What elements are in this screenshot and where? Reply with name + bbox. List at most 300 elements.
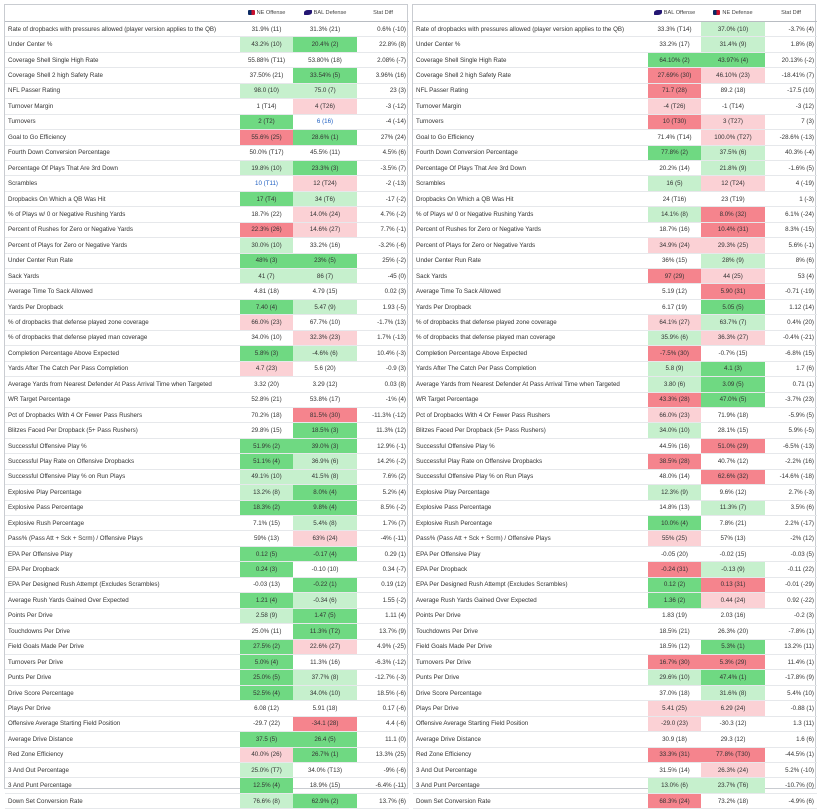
offense-value: 51.1% (4) (240, 454, 293, 469)
stat-diff-value: -3.7% (23) (765, 392, 817, 407)
offense-value: 3.32 (20) (240, 377, 293, 392)
table-row (413, 485, 817, 500)
table-row (5, 639, 409, 654)
table-row (413, 593, 817, 608)
defense-value: -4.6% (6) (293, 346, 357, 361)
table-row (5, 269, 409, 284)
offense-value: -29.7 (22) (240, 716, 293, 731)
stat-diff-value: -0.9 (3) (357, 361, 409, 376)
metric-name: Fourth Down Conversion Percentage (413, 145, 648, 160)
metric-name: Successful Offensive Play % on Run Plays (413, 469, 648, 484)
table-row (413, 701, 817, 716)
table-row (413, 130, 817, 145)
defense-value: 5.3% (29) (701, 654, 765, 669)
defense-value: 62.9% (2) (293, 793, 357, 808)
table-row (5, 593, 409, 608)
stat-diff-value: -17 (-2) (357, 191, 409, 206)
stat-diff-value: 8% (6) (765, 253, 817, 268)
table-row (5, 763, 409, 778)
stat-diff-value: -18.41% (7) (765, 68, 817, 83)
offense-value: -0.05 (20) (648, 546, 701, 561)
table-row (5, 361, 409, 376)
header-row (413, 5, 817, 22)
stat-diff-value: -0.71 (-19) (765, 284, 817, 299)
metric-name: Offensive Average Starting Field Position (5, 716, 240, 731)
stat-diff-value: 5.6% (-1) (765, 238, 817, 253)
offense-value: 30.0% (10) (240, 238, 293, 253)
offense-value: 55.6% (25) (240, 130, 293, 145)
metric-name: Average Drive Distance (413, 732, 648, 747)
metric-name: Drive Score Percentage (5, 685, 240, 700)
offense-value: 6.17 (19) (648, 299, 701, 314)
table-row (413, 469, 817, 484)
metric-name: WR Target Percentage (413, 392, 648, 407)
stat-diff-value: 1 (-3) (765, 191, 817, 206)
table-row (413, 546, 817, 561)
metric-name: 3 And Punt Percentage (5, 778, 240, 793)
offense-value: 14.1% (8) (648, 207, 701, 222)
metric-header (413, 5, 648, 22)
offense-value: 30.9 (18) (648, 732, 701, 747)
metric-name: Sack Yards (413, 269, 648, 284)
table-row (5, 299, 409, 314)
defense-value: 3 (T27) (701, 114, 765, 129)
metric-name: Yards After The Catch Per Pass Completion (5, 361, 240, 376)
metric-name: EPA Per Dropback (5, 562, 240, 577)
defense-value: 26.3% (20) (701, 624, 765, 639)
stat-diff-value: 0.34 (-7) (357, 562, 409, 577)
table-row (5, 793, 409, 808)
table-row (413, 562, 817, 577)
stat-diff-value: 27% (24) (357, 130, 409, 145)
offense-value: 34.9% (24) (648, 238, 701, 253)
table-body (5, 5, 409, 809)
defense-value: 37.5% (6) (701, 145, 765, 160)
defense-value: 23% (5) (293, 253, 357, 268)
metric-name: Percentage Of Plays That Are 3rd Down (5, 160, 240, 175)
offense-value: 1.36 (2) (648, 593, 701, 608)
stat-diff-value: 2.08% (-7) (357, 52, 409, 67)
defense-value: 36.3% (27) (701, 330, 765, 345)
defense-value: 100.0% (T27) (701, 130, 765, 145)
table-row (413, 207, 817, 222)
metric-name: Explosive Rush Percentage (413, 516, 648, 531)
bal-offense-vs-ne-defense-panel (412, 4, 816, 805)
metric-name: Goal to Go Efficiency (5, 130, 240, 145)
column-header[interactable] (648, 5, 701, 22)
table-row (5, 22, 409, 37)
stat-diff-value: 5.2% (-10) (765, 763, 817, 778)
stat-diff-value: 4.7% (-2) (357, 207, 409, 222)
table-row (413, 299, 817, 314)
stat-diff-value: 0.29 (1) (357, 546, 409, 561)
defense-value: 4 (T26) (293, 99, 357, 114)
metric-name: % of dropbacks that defense played man coverage (5, 330, 240, 345)
offense-value: 12.5% (4) (240, 778, 293, 793)
defense-value: 36.9% (6) (293, 454, 357, 469)
offense-value: 17 (T4) (240, 191, 293, 206)
offense-value: 66.0% (23) (240, 315, 293, 330)
metric-name: NFL Passer Rating (5, 83, 240, 98)
table-row (5, 207, 409, 222)
stat-diff-value: 1.12 (14) (765, 299, 817, 314)
stat-diff-value: -6.5% (-13) (765, 438, 817, 453)
metric-name: Under Center Run Rate (413, 253, 648, 268)
defense-value: 3.29 (12) (293, 377, 357, 392)
metric-name: Yards Per Dropback (413, 299, 648, 314)
stat-diff-value: 8.3% (-15) (765, 222, 817, 237)
defense-value: 33.54% (5) (293, 68, 357, 83)
defense-value: 11.3% (T2) (293, 624, 357, 639)
table-row (413, 438, 817, 453)
metric-name: Coverage Shell 2 high Safety Rate (5, 68, 240, 83)
table-row (5, 516, 409, 531)
stat-diff-value: -0.03 (5) (765, 546, 817, 561)
stat-diff-value: -17.8% (9) (765, 670, 817, 685)
offense-value: -0.03 (13) (240, 577, 293, 592)
column-header[interactable] (357, 5, 409, 22)
defense-value: 29.3 (12) (701, 732, 765, 747)
defense-value: 0.44 (24) (701, 593, 765, 608)
defense-value: 5.3% (1) (701, 639, 765, 654)
offense-value: 1.21 (4) (240, 593, 293, 608)
table-row (5, 747, 409, 762)
table-row (413, 732, 817, 747)
defense-value: 3.09 (5) (701, 377, 765, 392)
defense-value: 77.8% (T30) (701, 747, 765, 762)
table-row (413, 747, 817, 762)
offense-value: 7.40 (4) (240, 299, 293, 314)
table-row (413, 191, 817, 206)
metric-name: Turnovers Per Drive (5, 654, 240, 669)
table-row (5, 130, 409, 145)
stat-diff-value: 0.19 (12) (357, 577, 409, 592)
offense-value: 33.3% (31) (648, 747, 701, 762)
offense-value: 25.0% (5) (240, 670, 293, 685)
metric-name: Down Set Conversion Rate (5, 793, 240, 808)
table-row (413, 639, 817, 654)
offense-value: 33.3% (T14) (648, 22, 701, 37)
stat-diff-value: -0.2 (3) (765, 608, 817, 623)
offense-value: 18.3% (2) (240, 500, 293, 515)
stat-diff-value: 1.8% (8) (765, 37, 817, 52)
offense-value: 66.0% (23) (648, 407, 701, 422)
stat-diff-value: 5.9% (-5) (765, 423, 817, 438)
metric-name: Points Per Drive (5, 608, 240, 623)
offense-value: 44.5% (16) (648, 438, 701, 453)
offense-value: 0.24 (3) (240, 562, 293, 577)
offense-value: 5.19 (12) (648, 284, 701, 299)
stat-diff-value: 1.7% (7) (357, 516, 409, 531)
defense-value: -30.3 (12) (701, 716, 765, 731)
defense-value: 37.7% (8) (293, 670, 357, 685)
defense-value: 5.4% (8) (293, 516, 357, 531)
offense-value: 49.1% (10) (240, 469, 293, 484)
table-row (5, 454, 409, 469)
stat-diff-value: -4% (-11) (357, 531, 409, 546)
stat-diff-value: -0.11 (22) (765, 562, 817, 577)
table-row (5, 716, 409, 731)
defense-value: 51.0% (29) (701, 438, 765, 453)
table-row (5, 577, 409, 592)
offense-value: 2 (T2) (240, 114, 293, 129)
offense-value: 10 (T11) (240, 176, 293, 191)
offense-value: 13.2% (8) (240, 485, 293, 500)
table-row (5, 562, 409, 577)
defense-value: 9.8% (4) (293, 500, 357, 515)
stat-diff-value: 40.3% (-4) (765, 145, 817, 160)
table-row (413, 763, 817, 778)
metric-name: Successful Play Rate on Offensive Dropbacks (413, 454, 648, 469)
metric-name: EPA Per Offensive Play (5, 546, 240, 561)
stat-diff-value: -6.3% (-12) (357, 654, 409, 669)
offense-value: 71.7 (28) (648, 83, 701, 98)
stat-diff-value: -14.6% (-18) (765, 469, 817, 484)
metric-name: Plays Per Drive (5, 701, 240, 716)
defense-value: 18.9% (15) (293, 778, 357, 793)
table-row (5, 176, 409, 191)
stat-diff-value: 23 (3) (357, 83, 409, 98)
offense-value: 6.08 (12) (240, 701, 293, 716)
metric-name: Scrambles (413, 176, 648, 191)
defense-value: 33.2% (16) (293, 238, 357, 253)
offense-value: 24 (T16) (648, 191, 701, 206)
metric-name: 3 And Punt Percentage (413, 778, 648, 793)
metric-name: Average Drive Distance (5, 732, 240, 747)
column-header-label: BAL Offense (663, 10, 696, 16)
table-row (413, 68, 817, 83)
metric-name: Under Center % (413, 37, 648, 52)
table-row (413, 284, 817, 299)
offense-value: 14.8% (13) (648, 500, 701, 515)
defense-value: -0.10 (10) (293, 562, 357, 577)
column-header-label: BAL Defense (313, 10, 347, 16)
table-row (5, 37, 409, 52)
metric-name: Sack Yards (5, 269, 240, 284)
header-row (5, 5, 409, 22)
table-row (5, 778, 409, 793)
stat-diff-value: -10.7% (0) (765, 778, 817, 793)
table-row (413, 222, 817, 237)
defense-value: 4.1 (3) (701, 361, 765, 376)
metric-name: Under Center % (5, 37, 240, 52)
stat-diff-value: -3 (-12) (357, 99, 409, 114)
defense-value: 47.4% (1) (701, 670, 765, 685)
table-row (5, 546, 409, 561)
defense-value: 89.2 (18) (701, 83, 765, 98)
metric-name: Percent of Rushes for Zero or Negative Yards (5, 222, 240, 237)
stat-diff-value: -4 (-14) (357, 114, 409, 129)
metric-name: % of dropbacks that defense played zone coverage (413, 315, 648, 330)
metric-name: Pass% (Pass Att + Sck + Scrm) / Offensive Plays (5, 531, 240, 546)
column-header-label: Stat Diff (781, 10, 801, 16)
offense-value: 70.2% (18) (240, 407, 293, 422)
metric-name: 3 And Out Percentage (413, 763, 648, 778)
metric-name: Blitzes Faced Per Dropback (5+ Pass Rushers) (413, 423, 648, 438)
defense-value: 28% (9) (701, 253, 765, 268)
defense-value: 39.0% (3) (293, 438, 357, 453)
table-row (413, 52, 817, 67)
metric-name: Drive Score Percentage (413, 685, 648, 700)
metric-name: Pct of Dropbacks With 4 Or Fewer Pass Rushers (5, 407, 240, 422)
offense-value: 27.69% (30) (648, 68, 701, 83)
table-row (5, 83, 409, 98)
table-row (413, 423, 817, 438)
metric-name: Fourth Down Conversion Percentage (5, 145, 240, 160)
metric-header (5, 5, 240, 22)
stat-diff-value: -17.5 (10) (765, 83, 817, 98)
offense-value: 25.0% (11) (240, 624, 293, 639)
table-row (413, 160, 817, 175)
table-row (413, 346, 817, 361)
offense-value: 34.0% (10) (240, 330, 293, 345)
defense-value: -34.1 (28) (293, 716, 357, 731)
offense-value: -4 (T26) (648, 99, 701, 114)
offense-value: 16 (5) (648, 176, 701, 191)
table-row (413, 253, 817, 268)
stat-diff-value: -2.2% (16) (765, 454, 817, 469)
table-row (5, 531, 409, 546)
table-row (413, 624, 817, 639)
stat-diff-value: -6.4% (-11) (357, 778, 409, 793)
stat-diff-value: -3.7% (4) (765, 22, 817, 37)
stat-diff-value: 0.92 (-22) (765, 593, 817, 608)
stat-diff-value: 4.9% (-25) (357, 639, 409, 654)
metric-name: Average Yards from Nearest Defender At Pass Arrival Time when Targeted (413, 377, 648, 392)
metric-name: EPA Per Designed Rush Attempt (Excludes Scrambles) (413, 577, 648, 592)
ravens-logo (304, 10, 312, 15)
stat-diff-value: 0.4% (20) (765, 315, 817, 330)
table-row (5, 253, 409, 268)
offense-value: 18.7% (16) (648, 222, 701, 237)
metric-name: Under Center Run Rate (5, 253, 240, 268)
metric-name: Yards After The Catch Per Pass Completion (413, 361, 648, 376)
stat-diff-value: -1.6% (5) (765, 160, 817, 175)
defense-value: 67.7% (10) (293, 315, 357, 330)
metric-name: Field Goals Made Per Drive (413, 639, 648, 654)
metric-name: Coverage Shell 2 high Safety Rate (413, 68, 648, 83)
defense-value: 26.3% (24) (701, 763, 765, 778)
stat-diff-value: 13.7% (9) (357, 624, 409, 639)
metric-name: Turnover Margin (5, 99, 240, 114)
table-row (5, 191, 409, 206)
offense-value: 29.8% (15) (240, 423, 293, 438)
table-row (413, 145, 817, 160)
metric-name: % of Plays w/ 0 or Negative Rushing Yards (413, 207, 648, 222)
offense-value: -0.24 (31) (648, 562, 701, 577)
defense-value: 62.6% (32) (701, 469, 765, 484)
metric-name: Offensive Average Starting Field Position (413, 716, 648, 731)
stat-diff-value: 1.3 (11) (765, 716, 817, 731)
stat-diff-value: 8.5% (-2) (357, 500, 409, 515)
stat-diff-value: -0.01 (-29) (765, 577, 817, 592)
metric-name: Average Time To Sack Allowed (5, 284, 240, 299)
defense-value: 7.8% (21) (701, 516, 765, 531)
stat-diff-value: 3.96% (16) (357, 68, 409, 83)
table-row (5, 469, 409, 484)
table-row (413, 83, 817, 98)
table-row (5, 160, 409, 175)
stat-diff-value: -1.7% (13) (357, 315, 409, 330)
offense-value: 16.7% (30) (648, 654, 701, 669)
column-header[interactable] (765, 5, 817, 22)
offense-value: 29.6% (10) (648, 670, 701, 685)
offense-value: 76.6% (8) (240, 793, 293, 808)
metric-name: EPA Per Designed Rush Attempt (Excludes Scrambles) (5, 577, 240, 592)
table-row (413, 778, 817, 793)
ravens-logo (654, 10, 662, 15)
stat-diff-value: 18.5% (-6) (357, 685, 409, 700)
patriots-logo (713, 10, 720, 15)
table-row (5, 52, 409, 67)
stat-diff-value: 13.7% (6) (357, 793, 409, 808)
offense-value: 43.3% (28) (648, 392, 701, 407)
offense-value: 37.50% (21) (240, 68, 293, 83)
stat-diff-value: 25% (-2) (357, 253, 409, 268)
stat-diff-value: 4.5% (6) (357, 145, 409, 160)
offense-value: 5.8 (9) (648, 361, 701, 376)
defense-value: 43.97% (4) (701, 52, 765, 67)
table-row (5, 222, 409, 237)
defense-value: 46.10% (23) (701, 68, 765, 83)
offense-value: 10 (T30) (648, 114, 701, 129)
defense-value: 9.6% (12) (701, 485, 765, 500)
defense-value: 26.4 (5) (293, 732, 357, 747)
metric-name: Explosive Play Percentage (5, 485, 240, 500)
column-header[interactable] (240, 5, 293, 22)
defense-value: -0.13 (9) (701, 562, 765, 577)
column-header[interactable] (701, 5, 765, 22)
metric-name: EPA Per Offensive Play (413, 546, 648, 561)
metric-name: Coverage Shell Single High Rate (413, 52, 648, 67)
offense-value: 59% (13) (240, 531, 293, 546)
column-header[interactable] (293, 5, 357, 22)
table-row (5, 701, 409, 716)
offense-value: 13.0% (6) (648, 778, 701, 793)
defense-value: 20.4% (2) (293, 37, 357, 52)
defense-value: -1 (T14) (701, 99, 765, 114)
metric-name: Field Goals Made Per Drive (5, 639, 240, 654)
stat-diff-value: 2.7% (-3) (765, 485, 817, 500)
metric-name: Touchdowns Per Drive (5, 624, 240, 639)
metric-name: Blitzes Faced Per Dropback (5+ Pass Rushers) (5, 423, 240, 438)
defense-value: 5.90 (31) (701, 284, 765, 299)
defense-value: 37.0% (10) (701, 22, 765, 37)
table-row (413, 454, 817, 469)
table-row (5, 330, 409, 345)
offense-value: 18.5% (12) (648, 639, 701, 654)
stat-diff-value: -3 (12) (765, 99, 817, 114)
offense-value: 48% (3) (240, 253, 293, 268)
table-row (413, 670, 817, 685)
defense-value: 22.6% (27) (293, 639, 357, 654)
metric-name: Red Zone Efficiency (413, 747, 648, 762)
stat-diff-value: -6.8% (15) (765, 346, 817, 361)
defense-value: 57% (13) (701, 531, 765, 546)
table-row (413, 114, 817, 129)
metric-name: Points Per Drive (413, 608, 648, 623)
patriots-logo (248, 10, 255, 15)
offense-value: 41 (7) (240, 269, 293, 284)
defense-value: 71.9% (18) (701, 407, 765, 422)
offense-value: 34.0% (10) (648, 423, 701, 438)
metric-name: Touchdowns Per Drive (413, 624, 648, 639)
matchup-table (5, 5, 409, 809)
metric-name: WR Target Percentage (5, 392, 240, 407)
offense-value: 7.1% (15) (240, 516, 293, 531)
metric-name: NFL Passer Rating (413, 83, 648, 98)
metric-name: Turnovers (5, 114, 240, 129)
